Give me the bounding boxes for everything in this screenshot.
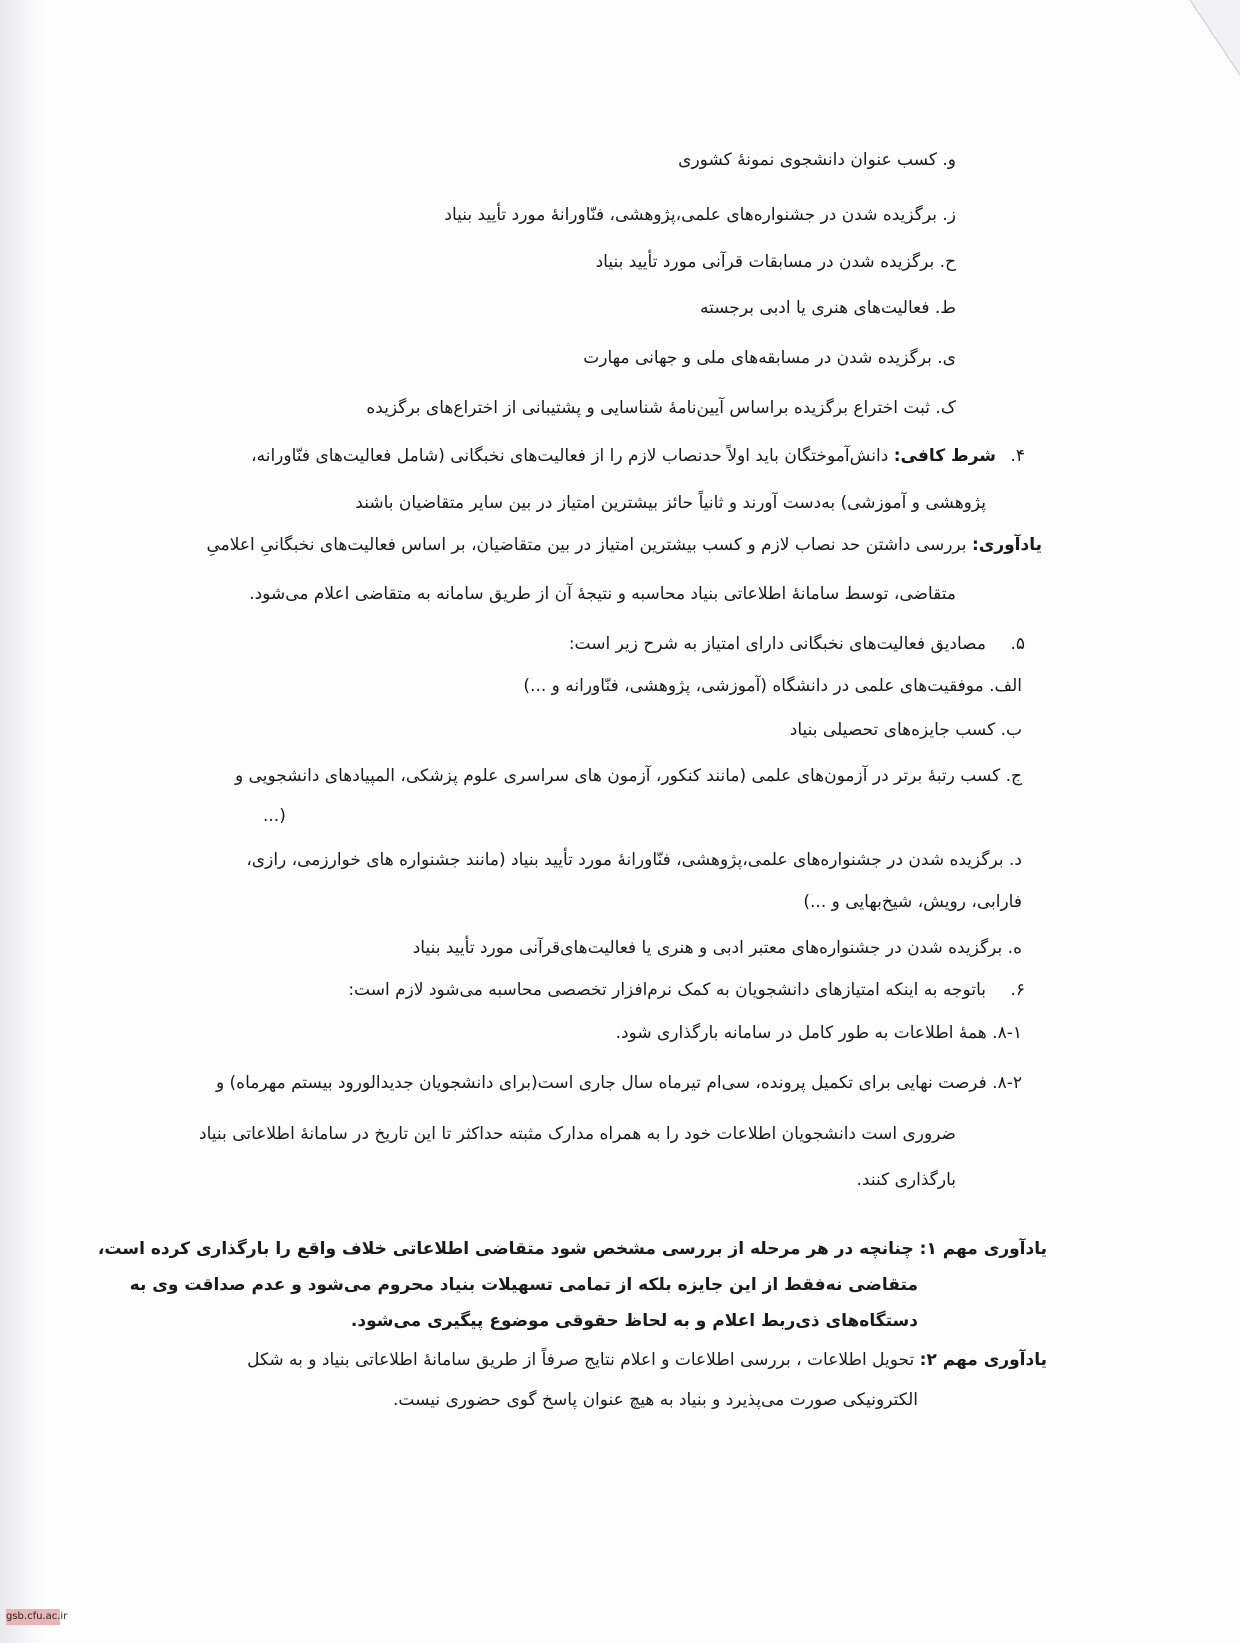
item-ye: ی. برگزیده شدن در مسابقه‌های ملی و جهانی مهارت — [583, 348, 956, 368]
item-ta: ط. فعالیت‌های هنری یا ادبی برجسته — [699, 298, 956, 318]
folded-corner — [1150, 0, 1240, 90]
section-6-item-2-line1: ۸-۲. فرصت نهایی برای تکمیل پرونده، سی‌ام تیرماه سال جاری است(برای دانشجویان جدیدالورود بیستم مهرماه) و — [215, 1073, 1022, 1093]
section-5-item-d1: د. برگزیده شدن در جشنواره‌های علمی،پژوهشی، فنّاورانهٔ مورد تأیید بنیاد (مانند جشنواره های خوارزمی، رازی، — [246, 850, 1022, 870]
important-2-line1 — [247, 1348, 1047, 1372]
section-4-number: ۴. — [1010, 446, 1025, 466]
reminder-text: بررسی داشتن حد نصاب لازم و کسب بیشترین امتیاز در بین متقاضیان، بر اساس فعالیت‌های نخبگانیِ اعلامیِ — [206, 535, 967, 555]
section-4-line1 — [251, 444, 996, 468]
reminder-line2: متقاضی، توسط سامانهٔ اطلاعاتی بنیاد محاسبه و نتیجهٔ آن از طریق سامانه به متقاضی اعلام می‌شود. — [249, 584, 956, 604]
section-4-line2: پژوهشی و آموزشی) به‌دست آورند و ثانیاً حائز بیشترین امتیاز در بین سایر متقاضیان باشند — [355, 493, 986, 513]
section-5-number: ۵. — [1010, 634, 1025, 654]
important-1-line1: یادآوری مهم ۱: چنانچه در هر مرحله از بررسی مشخص شود متقاضی اطلاعاتی خلاف واقع را بارگذاری کرده است، — [97, 1239, 1047, 1259]
section-5-item-c2: ...) — [263, 806, 286, 826]
reminder-label: یادآوری: — [971, 535, 1042, 555]
important-1-line2: متقاضی نه‌فقط از این جایزه بلکه از تمامی تسهیلات بنیاد محروم می‌شود و عدم صداقت وی به — [129, 1275, 918, 1295]
section-5-heading: مصادیق فعالیت‌های نخبگانی دارای امتیاز به شرح زیر است: — [568, 634, 986, 654]
section-6-heading: باتوجه به اینکه امتیازهای دانشجویان به کمک نرم‌افزار تخصصی محاسبه می‌شود لازم است: — [348, 980, 986, 1000]
item-vav: و. کسب عنوان دانشجوی نمونهٔ کشوری — [678, 150, 956, 170]
section-6-item-2-line2: ضروری است دانشجویان اطلاعات خود را به همراه مدارک مثبته حداکثر تا این تاریخ در سامانهٔ اطلاعاتی بنیاد — [199, 1124, 956, 1144]
section-5-item-b: ب. کسب جایزه‌های تحصیلی بنیاد — [789, 720, 1022, 740]
section-6-item-1: ۸-۱. همهٔ اطلاعات به طور کامل در سامانه بارگذاری شود. — [615, 1023, 1022, 1043]
section-5-item-e: ه. برگزیده شدن در جشنواره‌های معتبر ادبی و هنری یا فعالیت‌های‌قرآنی مورد تأیید بنیاد — [412, 938, 1022, 958]
section-4-label: شرط کافی: — [893, 446, 996, 466]
section-6-number: ۶. — [1010, 980, 1025, 1000]
scan-shadow-edge — [0, 0, 46, 1643]
section-5-item-c1: ج. کسب رتبهٔ برتر در آزمون‌های علمی (مانند کنکور، آزمون های سراسری علوم پزشکی، المپیادهای دانشجویی و — [234, 766, 1022, 786]
section-4-text: دانش‌آموختگان باید اولاً حدنصاب لازم را از فعالیت‌های نخبگانی (شامل فعالیت‌های فنّاورانه، — [251, 446, 889, 466]
section-5-item-d2: فارابی، رویش، شیخ‌بهایی و ...) — [803, 892, 1022, 912]
site-watermark: gsb.cfu.ac.ir — [6, 1609, 60, 1625]
reminder-line1 — [206, 533, 1042, 557]
section-6-item-2-line3: بارگذاری کنند. — [856, 1170, 956, 1190]
item-he: ح. برگزیده شدن در مسابقات قرآنی مورد تأیید بنیاد — [595, 252, 956, 272]
important-2-text: تحویل اطلاعات ، بررسی اطلاعات و اعلام نتایج صرفاً از طریق سامانهٔ اطلاعاتی بنیاد و به شکل — [247, 1350, 915, 1370]
item-ze: ز. برگزیده شدن در جشنواره‌های علمی،پژوهشی، فنّاورانهٔ مورد تأیید بنیاد — [444, 205, 956, 225]
important-2-label: یادآوری مهم ۲: — [919, 1350, 1047, 1370]
important-2-line2: الکترونیکی صورت می‌پذیرد و بنیاد به هیچ عنوان پاسخ گوی حضوری نیست. — [392, 1390, 918, 1410]
important-1-line3: دستگاه‌های ذی‌ربط اعلام و به لحاظ حقوقی موضوع پیگیری می‌شود. — [350, 1311, 918, 1331]
item-kaf: ک. ثبت اختراع برگزیده براساس آیین‌نامهٔ شناسایی و پشتیبانی از اختراع‌های برگزیده — [366, 398, 956, 418]
section-5-item-a: الف. موفقیت‌های علمی در دانشگاه (آموزشی، پژوهشی، فنّاورانه و ...) — [523, 676, 1022, 696]
